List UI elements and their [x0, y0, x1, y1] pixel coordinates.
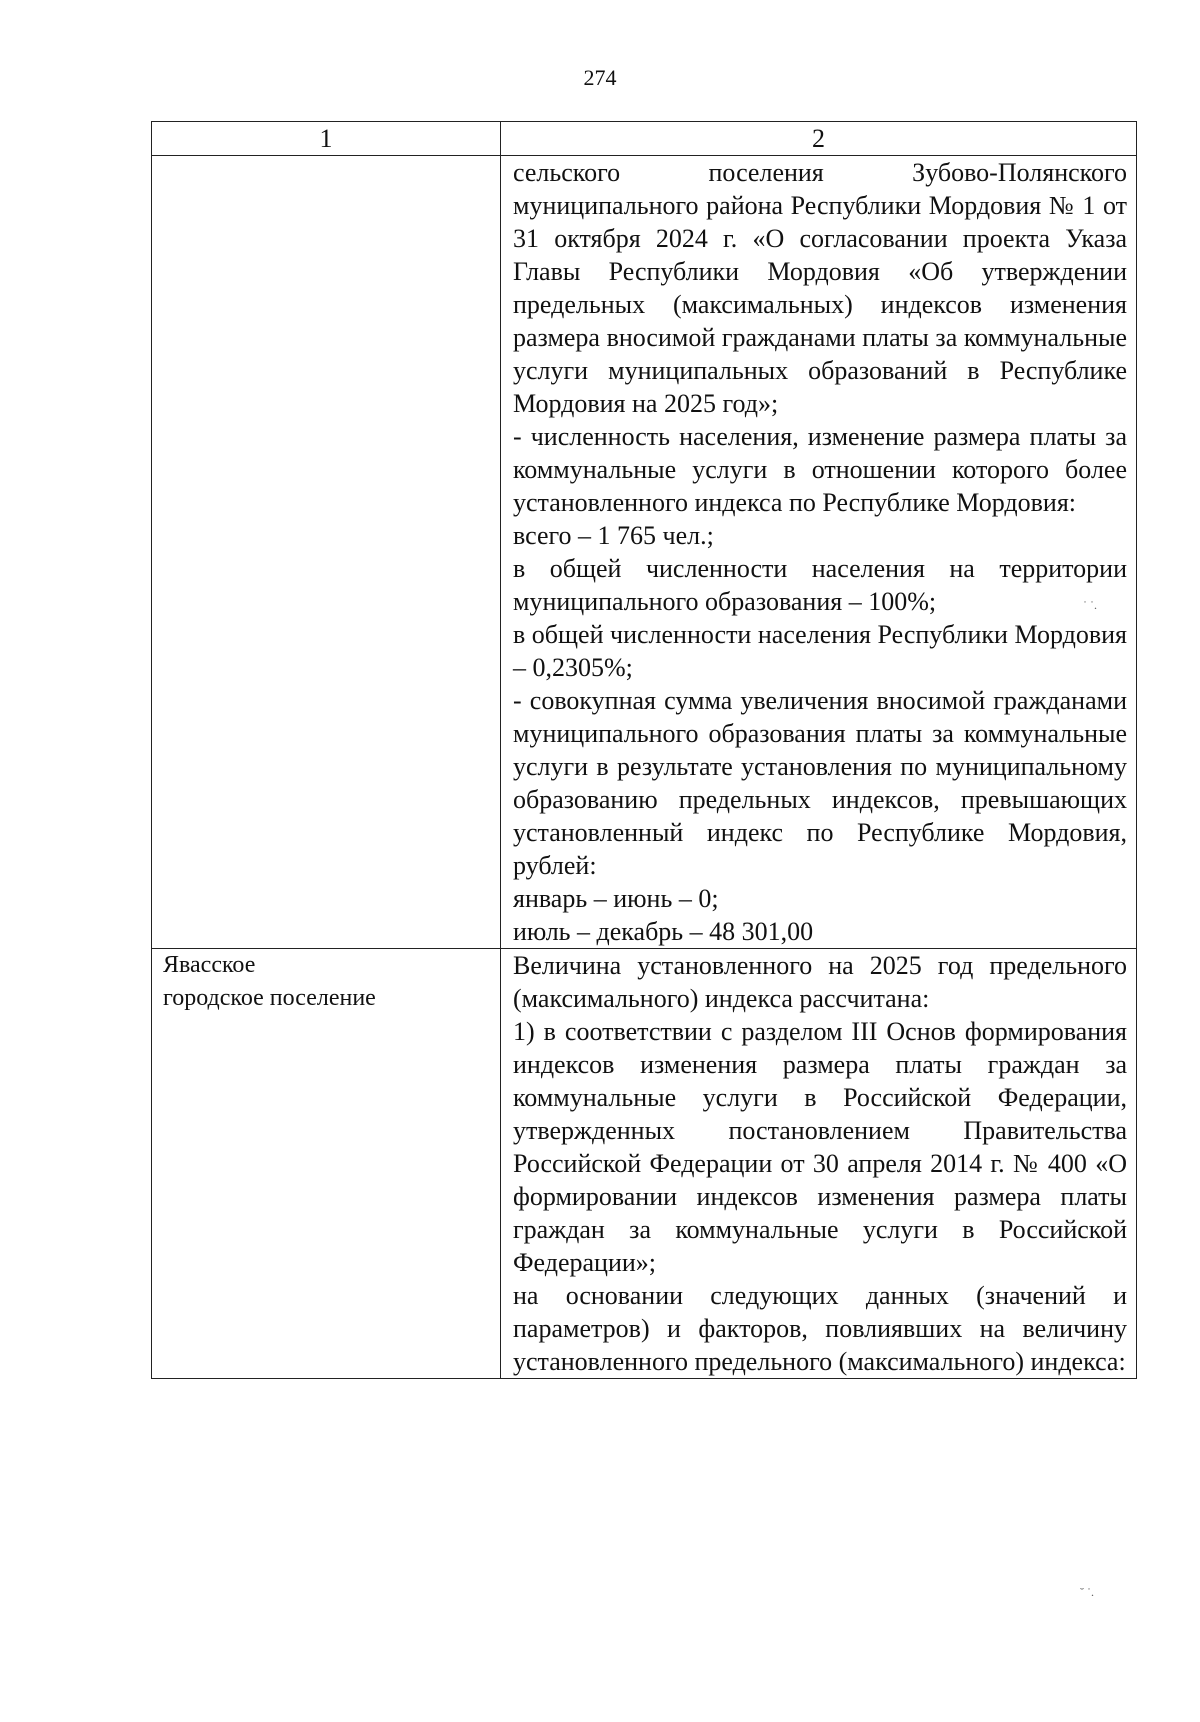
row1-name-cell [152, 156, 501, 949]
row2-name-line-2: городское поселение [163, 985, 376, 1011]
row2-name-line-1: Явасское [163, 952, 256, 978]
page-number: 274 [583, 65, 617, 90]
row1-paragraph-6: - совокупная сумма увеличения вносимой гражданами муниципального образования платы за коммунальные услуги в результате установления по муниципальному образованию предельных индексов, превышающих установленный индекс по Республике Мордовия, рублей: [513, 686, 1127, 880]
table-row [152, 949, 1137, 1379]
row1-paragraph-2: - численность населения, изменение размера платы за коммунальные услуги в отношении которого более установленного индекса по Республике Мордовия: [513, 422, 1127, 517]
row1-paragraph-3: всего – 1 765 чел.; [513, 521, 714, 550]
row1-paragraph-1: сельского поселения Зубово-Полянского муниципального района Республики Мордовия № 1 от 31 октября 2024 г. «О согласовании проекта Указа Главы Республики Мордовия «Об утверждении предельных (максимальных) индексов изменения размера вносимой гражданами платы за коммунальные услуги муниципальных образований в Республике Мордовия на 2025 год»; [513, 158, 1127, 418]
row1-description-cell [501, 156, 1137, 949]
row2-description-cell [501, 949, 1137, 1379]
column-header-2: 2 [501, 122, 1137, 156]
document-table [151, 121, 1137, 1379]
row2-paragraph-2: 1) в соответствии с разделом III Основ формирования индексов изменения размера платы граждан за коммунальные услуги в Российской Федерации, утвержденных постановлением Правительства Российской Федерации от 30 апреля 2014 г. № 400 «О формировании индексов изменения размера платы граждан за коммунальные услуги в Российской Федерации»; [513, 1017, 1127, 1277]
scan-speck: ˘ ˙. [1080, 1585, 1094, 1599]
row2-paragraph-1: Величина установленного на 2025 год предельного (максимального) индекса рассчитана: [513, 951, 1127, 1013]
row1-paragraph-7: январь – июнь – 0; [513, 884, 719, 913]
row2-paragraph-3: на основании следующих данных (значений и параметров) и факторов, повлиявших на величину установленного предельного (максимального) индекса: [513, 1281, 1127, 1376]
scan-speck: ˙ ˙. [1083, 598, 1097, 612]
row1-paragraph-8: июль – декабрь – 48 301,00 [513, 917, 814, 946]
row2-name-cell [152, 949, 501, 1379]
table-header-row [152, 122, 1137, 156]
row1-paragraph-4: в общей численности населения на территории муниципального образования – 100%; [513, 554, 1127, 616]
table-row [152, 156, 1137, 949]
column-header-1: 1 [152, 122, 501, 156]
row1-paragraph-5: в общей численности населения Республики Мордовия – 0,2305%; [513, 620, 1127, 682]
